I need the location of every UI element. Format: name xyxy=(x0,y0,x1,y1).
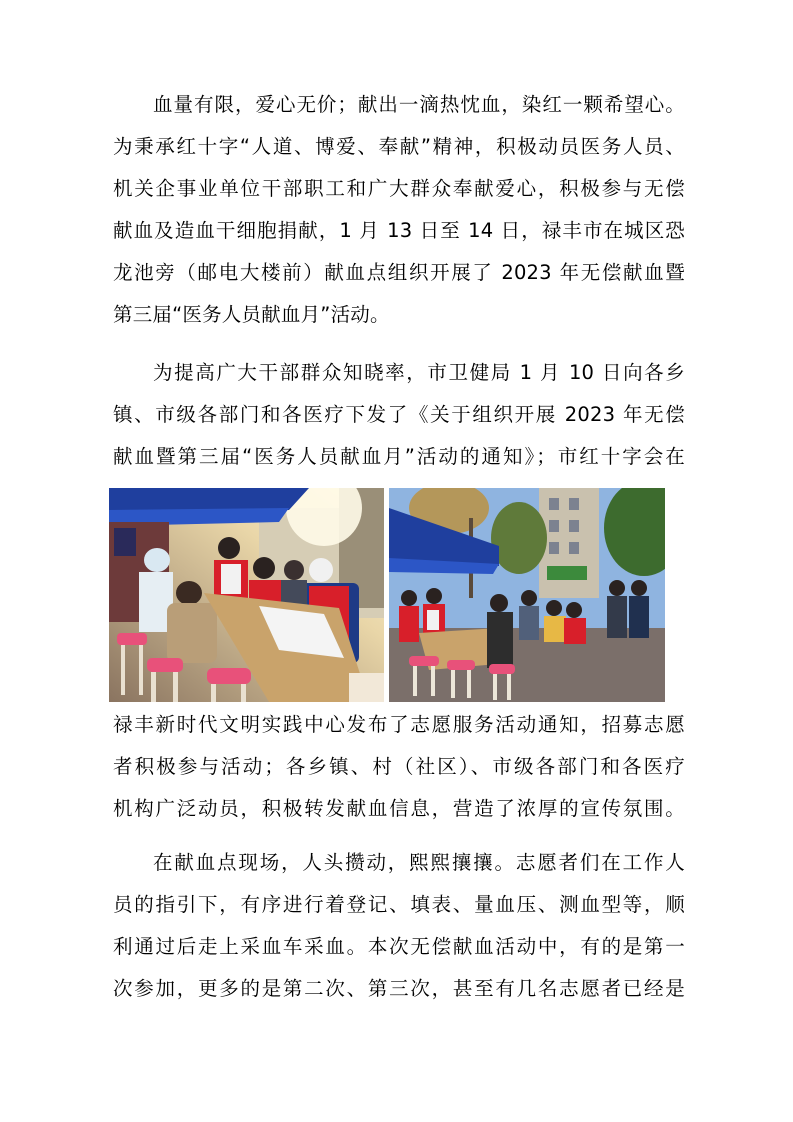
text-line: 为秉承红十字“人道、博爱、奉献”精神，积极动员医务人员、 xyxy=(113,135,685,158)
paragraph-2-part-2 xyxy=(113,704,685,830)
text-line: 献血及造血干细胞捐献，1 月 13 日至 14 日，禄丰市在城区恐 xyxy=(113,219,685,242)
text-line: 次参加，更多的是第二次、第三次，甚至有几名志愿者已经是 xyxy=(113,977,685,1000)
queue-photo xyxy=(389,488,665,702)
paragraph-2-part-1 xyxy=(113,352,685,478)
text-line: 献血暨第三届“医务人员献血月”活动的通知》；市红十字会在 xyxy=(113,445,685,468)
text-line: 员的指引下，有序进行着登记、填表、量血压、测血型等，顺 xyxy=(113,893,685,916)
text-line: 利通过后走上采血车采血。本次无偿献血活动中，有的是第一 xyxy=(113,935,685,958)
photo-row xyxy=(109,488,665,702)
text-line: 第三届“医务人员献血月”活动。 xyxy=(113,303,390,326)
text-line: 机构广泛动员，积极转发献血信息，营造了浓厚的宣传氛围。 xyxy=(113,797,685,820)
text-line: 机关企事业单位干部职工和广大群众奉献爱心，积极参与无偿 xyxy=(113,177,685,200)
text-line: 为提高广大干部群众知晓率，市卫健局 1 月 10 日向各乡 xyxy=(153,361,685,384)
paragraph-3 xyxy=(113,842,685,1010)
paragraph-1 xyxy=(113,84,685,336)
registration-photo xyxy=(109,488,384,702)
text-line: 血量有限，爱心无价；献出一滴热忱血，染红一颗希望心。 xyxy=(153,93,685,116)
text-line: 龙池旁（邮电大楼前）献血点组织开展了 2023 年无偿献血暨 xyxy=(113,261,685,284)
text-line: 在献血点现场，人头攒动，熙熙攘攘。志愿者们在工作人 xyxy=(153,851,685,874)
text-line: 镇、市级各部门和各医疗下发了《关于组织开展 2023 年无偿 xyxy=(113,403,685,426)
text-line: 禄丰新时代文明实践中心发布了志愿服务活动通知，招募志愿 xyxy=(113,713,685,736)
text-line: 者积极参与活动；各乡镇、村（社区）、市级各部门和各医疗 xyxy=(113,755,685,778)
